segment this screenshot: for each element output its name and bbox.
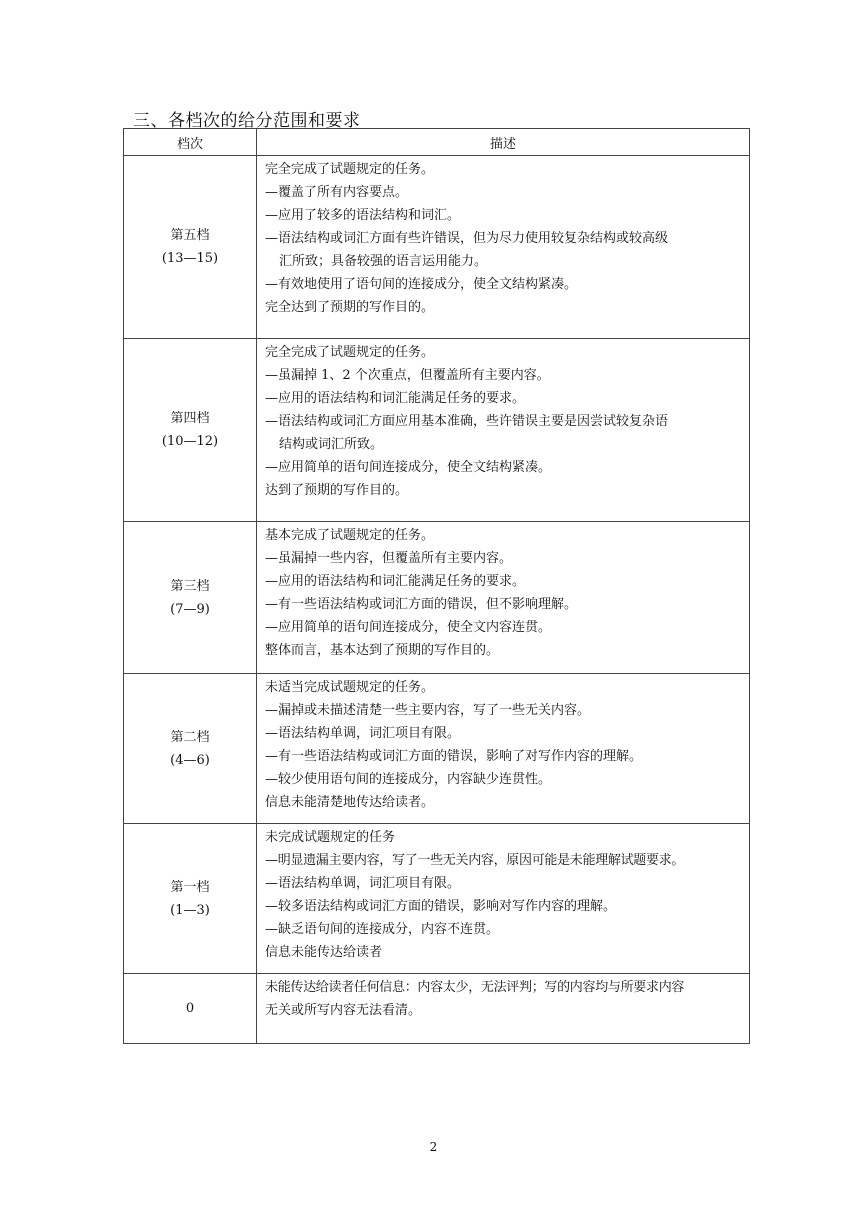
description-line: —应用了较多的语法结构和词汇。 <box>265 208 461 223</box>
description-line: 完全完成了试题规定的任务。 <box>265 345 435 360</box>
description-line: —有一些语法结构或词汇方面的错误，影响了对写作内容的理解。 <box>265 749 643 764</box>
description-line: —明显遗漏主要内容，写了一些无关内容，原因可能是未能理解试题要求。 <box>265 853 685 868</box>
table-header-row <box>124 129 750 156</box>
score-range: (10—12) <box>161 434 219 449</box>
description-line: 未能传达给读者任何信息：内容太少，无法评判；写的内容均与所要求内容 <box>265 980 685 995</box>
description-line: 汇所致；具备较强的语言运用能力。 <box>279 254 488 269</box>
description-line: —虽漏掉一些内容，但覆盖所有主要内容。 <box>265 551 513 566</box>
description-line: 完全达到了预期的写作目的。 <box>265 300 435 315</box>
table-row <box>124 522 750 674</box>
description-line: —较多语法结构或词汇方面的错误，影响对写作内容的理解。 <box>265 899 617 914</box>
description-line: —语法结构单调，词汇项目有限。 <box>265 876 461 891</box>
table-row <box>124 974 750 1044</box>
level-cell <box>124 339 257 522</box>
description-line: 信息未能传达给读者 <box>265 945 383 960</box>
description-cell <box>257 674 750 824</box>
score-range: (1—3) <box>170 902 210 918</box>
table-row <box>124 674 750 824</box>
description-cell <box>257 522 750 674</box>
description-line: 整体而言，基本达到了预期的写作目的。 <box>265 643 500 658</box>
grading-table <box>123 128 750 1044</box>
description-line: 未完成试题规定的任务 <box>265 830 396 845</box>
description-cell <box>257 824 750 974</box>
description-line: —应用简单的语句间连接成分，使全文结构紧凑。 <box>265 460 552 475</box>
description-line: —有效地使用了语句间的连接成分，使全文结构紧凑。 <box>265 277 578 292</box>
description-line: 完全完成了试题规定的任务。 <box>265 162 435 177</box>
header-description: 描述 <box>257 129 750 156</box>
level-name: 0 <box>185 1001 195 1016</box>
description-cell <box>257 156 750 339</box>
description-line: —漏掉或未描述清楚一些主要内容，写了一些无关内容。 <box>265 703 591 718</box>
score-range: (7—9) <box>170 601 210 617</box>
description-line: —语法结构或词汇方面应用基本准确，些许错误主要是因尝试较复杂语 <box>265 414 669 429</box>
description-line: 无关或所写内容无法看清。 <box>265 1003 422 1018</box>
level-name: 第五档 <box>170 228 210 243</box>
description-line: —缺乏语句间的连接成分，内容不连贯。 <box>265 922 500 937</box>
level-cell <box>124 156 257 339</box>
description-line: 信息未能清楚地传达给读者。 <box>265 795 435 810</box>
table-row <box>124 824 750 974</box>
page-number: 2 <box>429 1140 438 1154</box>
table-row <box>124 339 750 522</box>
description-line: —覆盖了所有内容要点。 <box>265 185 409 200</box>
score-range: (13—15) <box>161 251 219 266</box>
level-cell <box>124 974 257 1044</box>
level-name: 第三档 <box>170 578 210 594</box>
description-line: 基本完成了试题规定的任务。 <box>265 528 435 543</box>
score-range: (4—6) <box>170 752 210 768</box>
description-line: 未适当完成试题规定的任务。 <box>265 680 435 695</box>
description-line: —应用的语法结构和词汇能满足任务的要求。 <box>265 574 526 589</box>
level-name: 第一档 <box>170 879 210 895</box>
description-line: —虽漏掉 1、2 个次重点，但覆盖所有主要内容。 <box>265 368 550 383</box>
description-line: 结构或词汇所致。 <box>279 437 384 452</box>
header-level: 档次 <box>124 129 257 156</box>
description-line: —应用的语法结构和词汇能满足任务的要求。 <box>265 391 526 406</box>
level-name: 第四档 <box>170 411 210 426</box>
description-line: —较少使用语句间的连接成分，内容缺少连贯性。 <box>265 772 552 787</box>
level-cell <box>124 522 257 674</box>
description-line: —语法结构或词汇方面有些许错误，但为尽力使用较复杂结构或较高级 <box>265 231 669 246</box>
description-line: 达到了预期的写作目的。 <box>265 483 409 498</box>
section-heading: 三、各档次的给分范围和要求 <box>133 111 361 131</box>
level-cell <box>124 674 257 824</box>
description-line: —应用简单的语句间连接成分，使全文内容连贯。 <box>265 620 552 635</box>
level-cell <box>124 824 257 974</box>
description-line: —语法结构单调，词汇项目有限。 <box>265 726 461 741</box>
table-row <box>124 156 750 339</box>
description-cell <box>257 974 750 1044</box>
level-name: 第二档 <box>170 729 210 745</box>
description-line: —有一些语法结构或词汇方面的错误，但不影响理解。 <box>265 597 578 612</box>
description-cell <box>257 339 750 522</box>
